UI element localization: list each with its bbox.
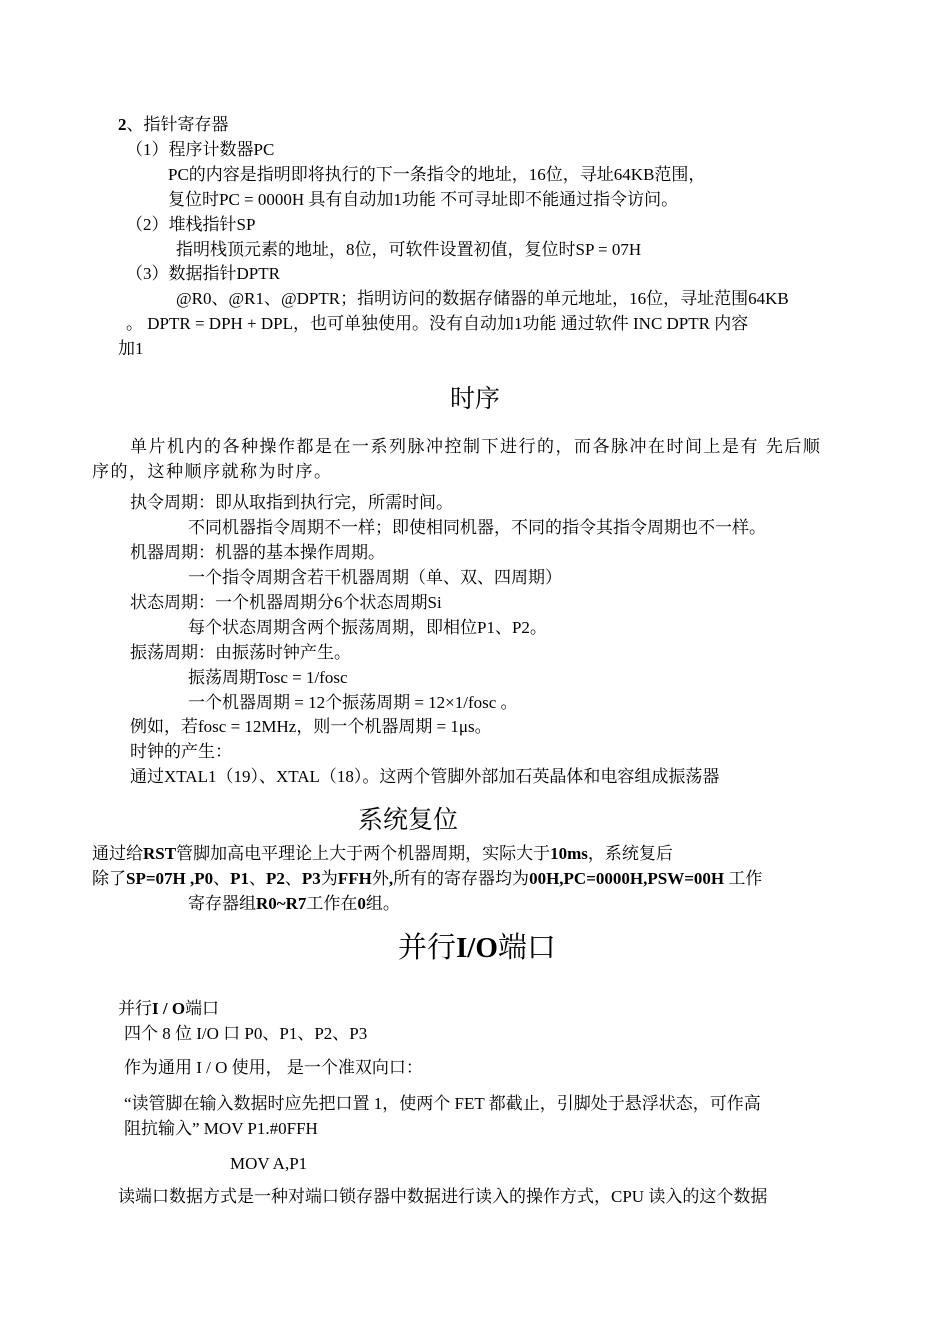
- heading-text: 、指针寄存器: [126, 115, 229, 134]
- timing-heading: 时序: [450, 386, 501, 413]
- reset-heading: 系统复位: [358, 807, 459, 834]
- general-use-line: 作为通用 I / O 使用， 是一个准双向口：: [124, 1058, 423, 1077]
- heading-part: 端口: [497, 932, 556, 964]
- osc-formula: 振荡周期Tosc = 1/fosc: [188, 668, 348, 687]
- reset-text: 、: [213, 869, 231, 888]
- instr-cycle: 执令周期：即从取指到执行完，所需时间。: [130, 493, 453, 512]
- reset-line-3: [188, 893, 400, 915]
- reset-text: 为: [320, 869, 338, 888]
- reset-text: 通过给: [92, 844, 143, 863]
- clock-gen-note: 通过XTAL1（19）、XTAL（18）。这两个管脚外部加石英晶体和电容组成振荡器: [130, 767, 720, 786]
- read-pin-line-1: “读管脚在输入数据时应先把口置 1，使两个 FET 都截止，引脚处于悬浮状态，可作高: [124, 1094, 761, 1113]
- clock-gen: 时钟的产生：: [130, 742, 232, 761]
- instr-cycle-note: 不同机器指令周期不一样；即使相同机器，不同的指令其指令周期也不一样。: [188, 518, 766, 537]
- machine-cycle-note: 一个指令周期含若干机器周期（单、双、四周期）: [188, 568, 562, 587]
- example-line: 例如，若fosc = 12MHz，则一个机器周期 = 1μs。: [130, 717, 492, 736]
- sp-title: （2）堆栈指针SP: [126, 215, 256, 234]
- ports-line: 四个 8 位 I/O 口 P0、P1、P2、P3: [124, 1024, 368, 1043]
- reset-bold: 10ms: [550, 844, 588, 863]
- reset-text: 除了: [92, 869, 126, 888]
- reset-text: 、: [249, 869, 267, 888]
- parallel-io-subheading: [118, 998, 219, 1020]
- reset-text: 工作: [724, 869, 763, 888]
- dptr-line-3: 加1: [118, 339, 144, 358]
- state-cycle-note: 每个状态周期含两个振荡周期，即相位P1、P2。: [188, 618, 547, 637]
- reset-bold: SP=07H ,P0: [126, 869, 214, 888]
- pc-title: （1）程序计数器PC: [126, 140, 275, 159]
- heading-part: 并行: [398, 932, 457, 964]
- dptr-title: （3）数据指针DPTR: [126, 264, 280, 283]
- pc-line-2: 复位时PC = 0000H 具有自动加1功能 不可寻址即不能通过指令访问。: [168, 190, 679, 209]
- reset-bold: FFH: [337, 869, 372, 888]
- reset-bold: P1: [230, 869, 250, 888]
- sub-bold: I / O: [152, 999, 186, 1018]
- reset-line-2: [92, 868, 762, 890]
- reset-text: 管脚加高电平理论上大于两个机器周期，实际大于: [176, 844, 551, 863]
- reset-bold: P2: [266, 869, 285, 888]
- read-pin-line-2: 阻抗输入” MOV P1.#0FFH: [124, 1119, 318, 1138]
- reset-bold: R0~R7: [256, 894, 307, 913]
- heading-number: 2: [118, 115, 127, 134]
- heading-bold: I/O: [456, 932, 498, 964]
- reset-text: 、: [284, 869, 302, 888]
- sp-line-1: 指明栈顶元素的地址，8位，可软件设置初值，复位时SP = 07H: [176, 240, 642, 259]
- reset-bold: P3: [301, 869, 321, 888]
- reset-bold: 00H,PC=0000H,PSW=00H: [529, 869, 725, 888]
- reset-bold: 0: [357, 894, 366, 913]
- dptr-line-2: 。 DPTR = DPH + DPL，也可单独使用。没有自动加1功能 通过软件 INC DPTR 内容: [126, 314, 749, 333]
- osc-cycle: 振荡周期：由振荡时钟产生。: [130, 643, 351, 662]
- timing-intro-2: 序的，这种顺序就称为时序。: [92, 462, 333, 482]
- reset-text: 组。: [365, 894, 400, 913]
- machine-formula: 一个机器周期 = 12个振荡周期 = 12×1/fosc 。: [188, 693, 518, 712]
- reset-line-1: [92, 843, 673, 865]
- sub-part: 并行: [118, 999, 152, 1018]
- reset-text: 外: [371, 869, 389, 888]
- pc-line-1: PC的内容是指明即将执行的下一条指令的地址，16位，寻址64KB范围，: [168, 165, 706, 184]
- reset-bold: RST: [143, 844, 177, 863]
- timing-intro-1: 单片机内的各种操作都是在一系列脉冲控制下进行的，而各脉冲在时间上是有 先后顺: [130, 437, 822, 457]
- parallel-io-heading: [398, 930, 556, 966]
- mov-instruction: MOV A,P1: [230, 1154, 308, 1173]
- read-port-line: 读端口数据方式是一种对端口锁存器中数据进行读入的操作方式，CPU 读入的这个数据: [118, 1187, 768, 1206]
- reset-bold: ,: [388, 869, 394, 888]
- reset-text: 所有的寄存器均为: [393, 869, 530, 888]
- state-cycle: 状态周期：一个机器周期分6个状态周期Si: [130, 593, 442, 612]
- reset-text: 工作在: [306, 894, 358, 913]
- section-heading-pointer-registers: [118, 114, 229, 136]
- dptr-line-1: @R0、@R1、@DPTR；指明访问的数据存储器的单元地址，16位，寻址范围64KB: [176, 289, 789, 308]
- machine-cycle: 机器周期：机器的基本操作周期。: [130, 543, 385, 562]
- reset-text: ，系统复后: [587, 844, 673, 863]
- reset-text: 寄存器组: [188, 894, 256, 913]
- sub-part: 端口: [185, 999, 220, 1018]
